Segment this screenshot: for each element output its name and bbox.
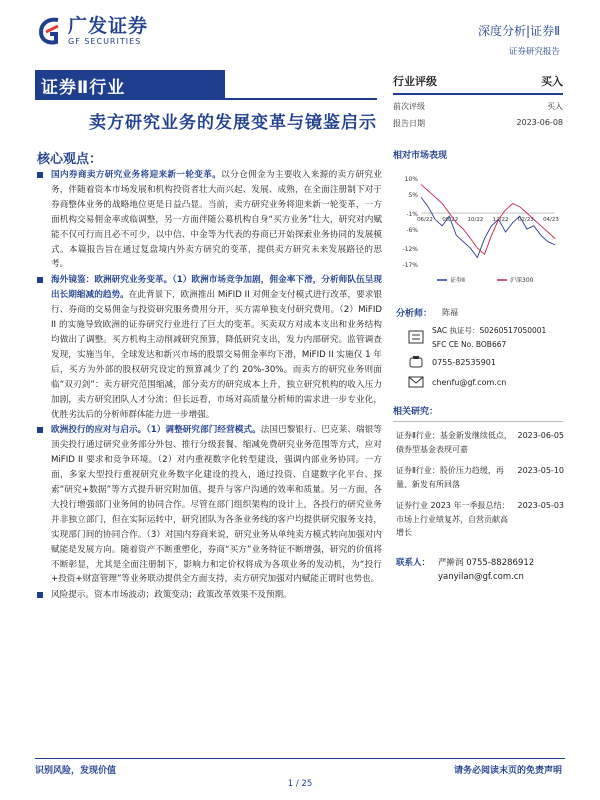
series-line-1 bbox=[421, 184, 555, 254]
footer-disclaimer: 请务必阅读末页的免责声明 bbox=[453, 766, 562, 776]
company-logo bbox=[38, 16, 148, 46]
analyst-label: 分析师： bbox=[396, 309, 433, 319]
rating-value: 买入 bbox=[541, 75, 563, 88]
footer-slogan: 识别风险，发现价值 bbox=[35, 766, 117, 776]
logo-en-text: GF SECURITIES bbox=[68, 37, 142, 46]
y-tick-label: 10% bbox=[404, 176, 418, 183]
performance-chart-svg bbox=[393, 172, 563, 290]
y-tick-label: -6% bbox=[406, 226, 418, 234]
related-item-date: 2023-06-05 bbox=[517, 431, 564, 440]
page-number: 1 / 25 bbox=[287, 779, 313, 789]
contact-email[interactable]: yanyilan@gf.com.cn bbox=[438, 572, 524, 582]
id-card-icon bbox=[408, 330, 424, 344]
related-item-date: 2023-05-03 bbox=[517, 501, 564, 510]
paragraph-text: 以分仓佣金为主要收入来源的卖方研究业务，伴随着资本市场发展和机构投资者壮大而兴起、发展、成熟，在全面注册制下对于券商整体业务的战略地位更是日益凸显。当前，卖方研究业务将迎来新一轮变革，一方面机构交易佣金率或临调整，另一方面伴随公募机构自身“买方业务”壮大，研究对内赋能不仅可行而且必不可少，以中信、中金等为代表的券商已开始探索业务协同的发展模式。本篇报告旨在通过复盘境内外卖方研究的变革，提供卖方研究未来发展路径的思考。 bbox=[51, 170, 382, 270]
logo-cn-text: 广发证券 bbox=[68, 15, 149, 37]
paragraph-text: 在此背景下，欧洲推出 MiFID II 对佣金支付模式进行改革，要求银行、券商的交易佣金与投资研究服务费用分开，买方需单独支付研究费用。（2）MiFID II 的实施导致欧洲的证券研究行业进行了巨大的变革。买卖双方对成本支出和业务结构均做出了调整。买方机构主动削减研究预算，降低研究支出，发力内部研究。监管调查发现，实施当年，全球发达和新兴市场的股票交易佣金率均下滑，MiFID II 实施仅 1 年后，买方为外部的股权研究设定的预算减少了约 20%-30%。而卖方的研究业务则面临“双刃剑”：卖方研究范围缩减，部分卖方的研究成本上升，独立研究机构的收入压力加剧，卖方研究团队人才分流；但长远看，市场对高质量分析师的需求进一步专业化，优胜劣汰后的分析师群体能力进一步增强。 bbox=[51, 290, 382, 420]
report-type: 深度分析|证券Ⅱ bbox=[478, 24, 560, 38]
report-date-label: 报告日期 bbox=[393, 119, 425, 128]
core-paragraph bbox=[37, 273, 382, 422]
x-tick-label: 08/22 bbox=[442, 217, 459, 224]
rating-box bbox=[393, 73, 563, 129]
analyst-phone: 0755-82535901 bbox=[432, 357, 496, 367]
contact-phone: 严擀润 0755-88286912 bbox=[438, 558, 535, 568]
bullet-icon bbox=[37, 172, 43, 178]
industry-tag: 证券Ⅱ行业 bbox=[35, 70, 225, 98]
core-paragraph bbox=[37, 423, 382, 587]
core-paragraph bbox=[37, 168, 382, 272]
rating-label: 行业评级 bbox=[393, 75, 437, 88]
sac-number: SAC 执证号：S0260517050001 bbox=[432, 326, 547, 335]
related-item-title: 证券Ⅱ行业：股价压力趋缓，再量、新发有所回落 bbox=[396, 466, 504, 489]
y-tick-label: -17% bbox=[402, 262, 418, 269]
legend-label: 证券Ⅱ bbox=[450, 277, 465, 284]
x-tick-label: 06/22 bbox=[417, 217, 433, 224]
core-body bbox=[37, 168, 382, 603]
x-tick-label: 12/22 bbox=[492, 217, 509, 224]
report-date-value: 2023-06-08 bbox=[516, 118, 563, 127]
x-tick-label: 04/23 bbox=[543, 217, 559, 224]
title-divider bbox=[35, 98, 377, 100]
core-title: 核心观点： bbox=[37, 152, 103, 167]
footer-divider bbox=[35, 758, 565, 759]
related-item[interactable] bbox=[396, 464, 564, 491]
core-paragraph bbox=[37, 588, 382, 603]
performance-chart bbox=[393, 172, 563, 290]
related-item-title: 证券Ⅱ行业：基金新发继续低点，债券型基金表现可嘉 bbox=[396, 431, 512, 454]
bullet-icon bbox=[37, 427, 43, 433]
x-tick-label: 10/22 bbox=[467, 217, 484, 224]
y-tick-label: 5% bbox=[408, 191, 418, 199]
y-tick-label: -12% bbox=[402, 246, 418, 254]
analyst-name: 陈福 bbox=[442, 308, 458, 317]
bullet-icon bbox=[37, 592, 43, 598]
paragraph-text: 风险提示。资本市场波动；政策变动；政策改革效果不及预期。 bbox=[51, 590, 292, 601]
performance-title: 相对市场表现 bbox=[393, 151, 448, 161]
related-item-date: 2023-05-10 bbox=[517, 466, 564, 475]
series-line-0 bbox=[421, 197, 555, 258]
phone-icon bbox=[408, 355, 424, 369]
bullet-icon bbox=[37, 277, 43, 283]
sfc-number: SFC CE No. BOB667 bbox=[432, 340, 507, 349]
paragraph-bold: 欧洲投行的应对与启示。（1）调整研究部门经营模式。 bbox=[51, 425, 261, 436]
related-item-title: 证券行业 2023 年一季报总结：市场上行业绩复苏，自营贡献高增长 bbox=[396, 501, 510, 537]
paragraph-bold: 国内券商卖方研究业务将迎来新一轮变革。 bbox=[51, 170, 222, 180]
related-item[interactable] bbox=[396, 499, 564, 540]
prev-rating-label: 前次评级 bbox=[393, 102, 425, 111]
related-list bbox=[396, 429, 564, 548]
prev-rating-value: 买入 bbox=[547, 102, 563, 111]
title-block bbox=[35, 70, 377, 132]
analyst-email[interactable]: chenfu@gf.com.cn bbox=[432, 377, 507, 387]
y-tick-label: -1% bbox=[406, 211, 418, 219]
legend-label: 沪深300 bbox=[510, 277, 534, 284]
contact-block bbox=[396, 556, 566, 582]
report-title: 卖方研究业务的发展变革与镜鉴启示 bbox=[89, 113, 377, 133]
x-tick-label: 02/23 bbox=[517, 217, 534, 224]
related-item[interactable] bbox=[396, 429, 564, 456]
related-title: 相关研究： bbox=[393, 404, 563, 422]
analyst-block bbox=[396, 306, 566, 389]
paragraph-bold: 海外镜鉴：欧洲研究业务变革。（1）欧洲市场竞争加剧，佣金率下滑，分析师队伍呈现出长期缩减的趋势。 bbox=[51, 275, 382, 301]
email-icon bbox=[408, 375, 424, 389]
contact-label: 联系人： bbox=[396, 558, 431, 568]
gf-logo-icon bbox=[38, 16, 64, 46]
paragraph-text: 法国巴黎银行、巴克莱、瑞银等顶尖投行通过研究业务部分外包、推行分级套餐、缩减免费研究业务范围等方式，应对 MiFID II 要求和竞争环境。（2）对内重视数字化转型建设，强调内部业务协同。一方面，多家大型投行重视研究业务数字化建设的投入，通过投资、自建数字化平台、探索“研究+数据”等方式提升研究附加值，提升与客户沟通的效率和质量。另一方面，各大投行增强部门业务间的协同合作。尽管在部门组织架构的设计上，各投行的研究业务并非独立部门，但在实际运转中，研究团队为各条业务线的客户均提供研究服务支持，实现部门间的协同合作。（3）对国内券商来说，研究业务从单纯卖方模式转向加强对内赋能是发展方向。随着资产不断重塑化，券商“买方”业务特征不断增强，研究的价值将不断彰显，尤其是全面注册制下，影响力和定价权将成为各项业务的发动机，为“投行+投资+财富管理”等业务联动提供全方面支持，卖方研究加强对内赋能正谓时也势也。 bbox=[51, 425, 382, 585]
report-sub: 证券研究报告 bbox=[508, 47, 560, 57]
